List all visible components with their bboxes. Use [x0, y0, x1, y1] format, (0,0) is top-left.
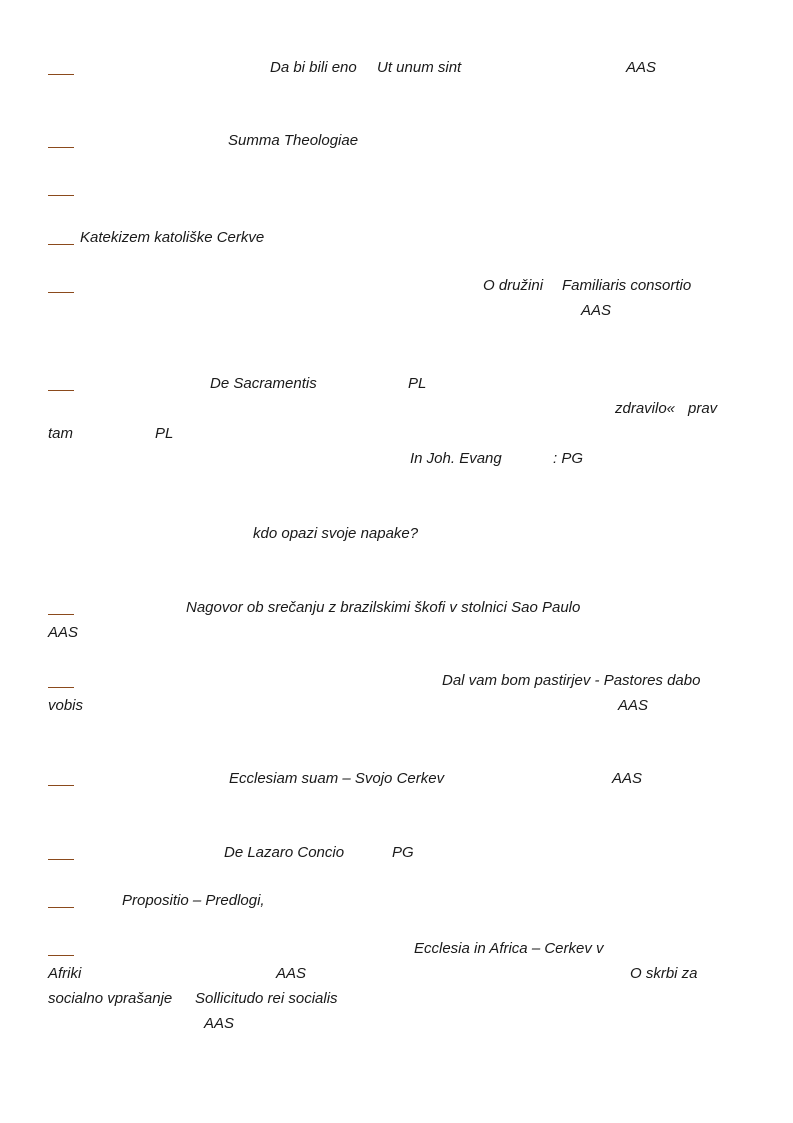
footnote-text: AAS — [618, 697, 649, 714]
footnote-text: Katekizem katoliške Cerkve — [80, 229, 265, 246]
footnote-text: De Lazaro Concio — [224, 844, 345, 861]
footnote-text: AAS — [204, 1015, 235, 1032]
footnote-text: vobis — [48, 697, 84, 714]
footnote-text: : PG — [553, 450, 584, 467]
footnote-text: O skrbi za — [630, 965, 698, 982]
footnote-text: PL — [155, 425, 174, 442]
footnote-text: prav — [688, 400, 718, 417]
footnote-text: Familiaris consortio — [562, 277, 692, 294]
footnote-text: Dal vam bom pastirjev - Pastores dabo — [442, 672, 701, 689]
footnote-rule — [48, 292, 74, 293]
footnote-text: De Sacramentis — [210, 375, 317, 392]
footnote-text: Da bi bili eno — [270, 59, 357, 76]
footnote-rule — [48, 147, 74, 148]
footnote-text: tam — [48, 425, 74, 442]
footnote-text: Sollicitudo rei socialis — [195, 990, 338, 1007]
footnote-rule — [48, 687, 74, 688]
footnote-text: kdo opazi svoje napake? — [253, 525, 419, 542]
footnote-text: PG — [392, 844, 414, 861]
footnote-text: AAS — [626, 59, 657, 76]
footnote-text: zdravilo« — [615, 400, 676, 417]
footnote-rule — [48, 955, 74, 956]
footnote-text: AAS — [48, 624, 79, 641]
footnote-rule — [48, 907, 74, 908]
footnote-rule — [48, 859, 74, 860]
footnote-rule — [48, 390, 74, 391]
footnote-text: Nagovor ob srečanju z brazilskimi škofi v stolnici Sao Paulo — [186, 599, 581, 616]
footnote-text: AAS — [276, 965, 307, 982]
footnote-rule — [48, 244, 74, 245]
footnote-rule — [48, 195, 74, 196]
footnote-rule — [48, 785, 74, 786]
footnote-text: AAS — [612, 770, 643, 787]
footnote-text: Propositio – Predlogi, — [122, 892, 265, 909]
footnote-rule — [48, 614, 74, 615]
footnote-text: Summa Theologiae — [228, 132, 359, 149]
footnote-text: Afriki — [48, 965, 82, 982]
footnote-rule — [48, 74, 74, 75]
footnote-text: socialno vprašanje — [48, 990, 173, 1007]
footnote-text: Ecclesiam suam – Svojo Cerkev — [229, 770, 445, 787]
footnote-text: O družini — [483, 277, 544, 294]
footnote-text: Ecclesia in Africa – Cerkev v — [414, 940, 604, 957]
footnote-text: In Joh. Evang — [410, 450, 502, 467]
footnote-text: Ut unum sint — [377, 59, 462, 76]
footnote-text: AAS — [581, 302, 612, 319]
footnote-text: PL — [408, 375, 427, 392]
